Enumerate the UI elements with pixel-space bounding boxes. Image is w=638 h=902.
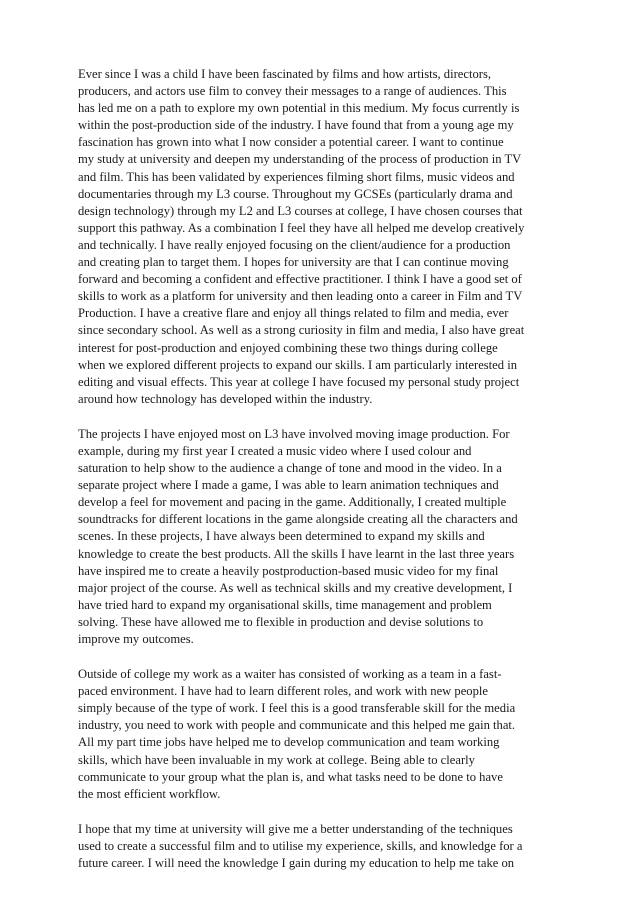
text-line: have tried hard to expand my organisational skills, time management and problem <box>78 597 492 612</box>
text-line: producers, and actors use film to convey their messages to a range of audiences. This <box>78 84 507 99</box>
text-line: and creating plan to target them. I hopes for university are that I can continue moving <box>78 255 509 270</box>
document-page <box>78 66 565 890</box>
text-line: documentaries through my L3 course. Throughout my GCSEs (particularly drama and <box>78 186 513 201</box>
text-line: Outside of college my work as a waiter has consisted of working as a team in a fast- <box>78 667 502 682</box>
text-line: within the post-production side of the industry. I have found that from a young age my <box>78 118 514 133</box>
paragraph-2 <box>78 426 565 648</box>
text-line: example, during my first year I created a music video where I used colour and <box>78 443 472 458</box>
text-line: has led me on a path to explore my own potential in this medium. My focus currently is <box>78 101 520 116</box>
text-line: Production. I have a creative flare and enjoy all things related to film and media, ever <box>78 306 509 321</box>
text-line: paced environment. I have had to learn different roles, and work with new people <box>78 684 488 699</box>
text-line: improve my outcomes. <box>78 632 194 646</box>
text-line: the most efficient workflow. <box>78 786 221 801</box>
text-line: since secondary school. As well as a strong curiosity in film and media, I also have great <box>78 323 525 338</box>
paragraph-1 <box>78 66 565 408</box>
text-line: communicate to your group what the plan is, and what tasks need to be done to have <box>78 769 503 784</box>
text-line: future career. I will need the knowledge I gain during my education to help me take on <box>78 856 515 871</box>
text-line: The projects I have enjoyed most on L3 have involved moving image production. For <box>78 426 510 441</box>
text-line: have inspired me to create a heavily postproduction-based music video for my final <box>78 563 499 578</box>
paragraph-3 <box>78 666 565 803</box>
text-line: interest for post-production and enjoyed combining these two things during college <box>78 340 498 355</box>
text-line: develop a feel for movement and pacing in the game. Additionally, I created multiple <box>78 495 507 510</box>
text-line: editing and visual effects. This year at college I have focused my personal study project <box>78 374 520 389</box>
text-line: saturation to help show to the audience a change of tone and mood in the video. In a <box>78 461 502 476</box>
text-line: I hope that my time at university will give me a better understanding of the techniques <box>78 821 513 836</box>
text-line: All my part time jobs have helped me to develop communication and team working <box>78 735 500 750</box>
text-line: Ever since I was a child I have been fascinated by films and how artists, directors, <box>78 67 492 81</box>
text-line: simply because of the type of work. I feel this is a good transferable skill for the media <box>78 701 516 716</box>
paragraph-4 <box>78 821 565 872</box>
text-line: soundtracks for different locations in the game alongside creating all the characters and <box>78 512 518 527</box>
text-line: major project of the course. As well as technical skills and my creative development, I <box>78 580 513 595</box>
text-line: industry, you need to work with people and communicate and this helped me gain that. <box>78 718 516 733</box>
text-line: forward and becoming a confident and effective practitioner. I think I have a good set of <box>78 272 522 287</box>
text-line: separate project where I made a game, I was able to learn animation techniques and <box>78 478 499 493</box>
text-line: fascination has grown into what I now consider a potential career. I want to continue <box>78 135 504 150</box>
text-line: and technically. I have really enjoyed focusing on the client/audience for a production <box>78 237 511 252</box>
text-line: used to create a successful film and to utilise my experience, skills, and knowledge for a <box>78 838 523 853</box>
text-line: my study at university and deepen my understanding of the process of production in TV <box>78 152 522 167</box>
text-line: around how technology has developed within the industry. <box>78 391 373 406</box>
text-line: solving. These have allowed me to flexible in production and devise solutions to <box>78 614 484 629</box>
text-line: skills to work as a platform for university and then leading onto a career in Film and TV <box>78 289 523 304</box>
text-line: knowledge to create the best products. All the skills I have learnt in the last three years <box>78 546 515 561</box>
text-line: support this pathway. As a combination I feel they have all helped me develop creatively <box>78 220 525 235</box>
text-line: when we explored different projects to expand our skills. I am particularly interested in <box>78 357 518 372</box>
text-line: scenes. In these projects, I have always been determined to expand my skills and <box>78 529 485 544</box>
text-line: and film. This has been validated by experiences filming short films, music videos and <box>78 169 515 184</box>
text-line: skills, which have been invaluable in my work at college. Being able to clearly <box>78 752 475 767</box>
text-line: design technology) through my L2 and L3 courses at college, I have chosen courses that <box>78 203 523 218</box>
